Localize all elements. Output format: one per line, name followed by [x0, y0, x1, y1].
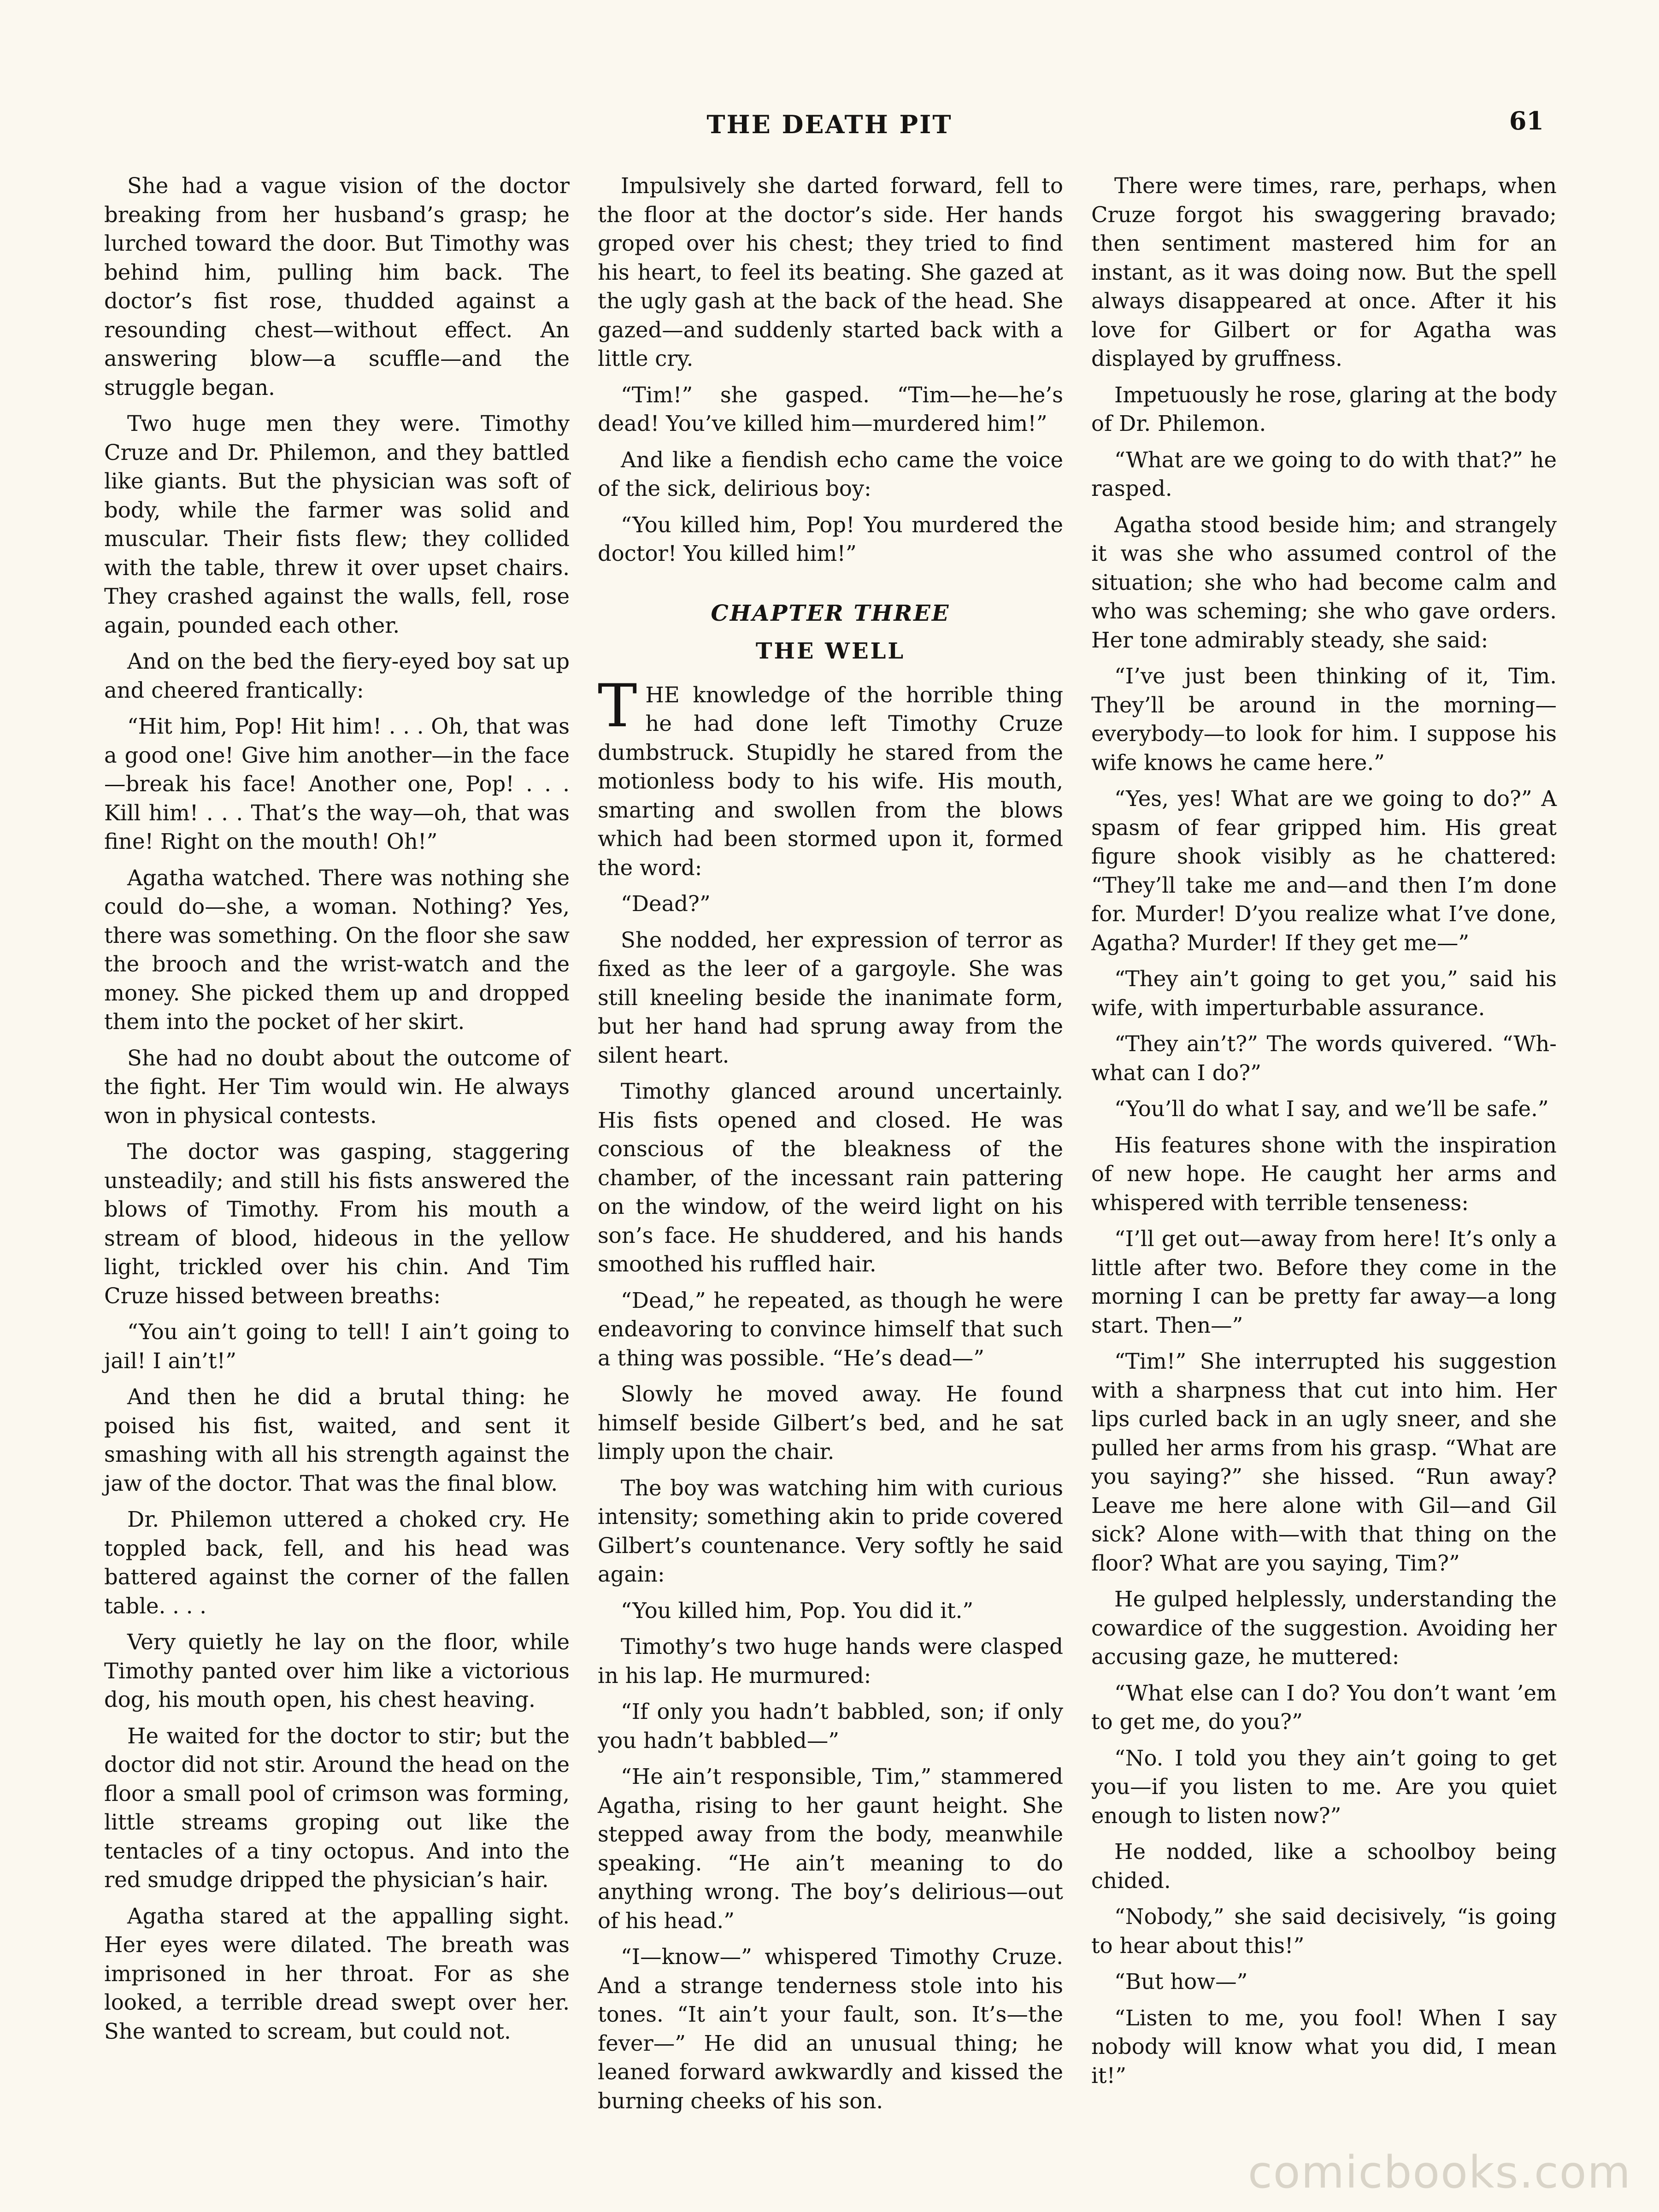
paragraph: “They ain’t going to get you,” said his wife, with imperturbable assurance. [1091, 966, 1557, 1020]
paragraph: “Listen to me, you fool! When I say nobody will know what you did, I mean it!” [1091, 2005, 1557, 2088]
page-header [0, 106, 1659, 147]
paragraph: His features shone with the inspiration of new hope. He caught her arms and whispered with terrible tenseness: [1091, 1132, 1557, 1215]
paragraph: He nodded, like a schoolboy being chided. [1091, 1839, 1557, 1893]
paragraph: “Dead?” [621, 891, 711, 916]
site-watermark: comicbooks.com [1247, 2147, 1631, 2198]
paragraph: And like a fiendish echo came the voice of the sick, delirious boy: [598, 447, 1063, 501]
paragraph: And on the bed the fiery-eyed boy sat up and cheered frantically: [104, 649, 570, 703]
paragraph: “No. I told you they ain’t going to get you—if you listen to me. Are you quiet enough to listen now?” [1091, 1745, 1557, 1828]
running-title: THE DEATH PIT [706, 110, 953, 139]
column-3 [1091, 171, 1557, 2098]
paragraph: Agatha watched. There was nothing she could do—she, a woman. Nothing? Yes, there was something. On the floor she saw the brooch and the wrist-watch and the money. She picked them up and dropped them into the pocket of her skirt. [104, 865, 570, 1034]
paragraph: “They ain’t?” The words quivered. “Wh-what can I do?” [1091, 1031, 1557, 1085]
paragraph: “You killed him, Pop! You murdered the doctor! You killed him!” [598, 512, 1063, 566]
chapter-title: CHAPTER THREE [711, 600, 950, 626]
paragraph: Very quietly he lay on the floor, while Timothy panted over him like a victorious dog, his mouth open, his chest heaving. [104, 1630, 570, 1712]
chapter-opening-paragraph [598, 671, 1063, 882]
paragraph: Timothy glanced around uncertainly. His fists opened and closed. He was conscious of the bleakness of the chamber, of the incessant rain pattering on the window, of the weird light on his son’s face. He shuddered, and his hands smoothed his ruffled hair. [598, 1079, 1063, 1277]
paragraph: “What are we going to do with that?” he rasped. [1091, 447, 1557, 501]
paragraph: Two huge men they were. Timothy Cruze and Dr. Philemon, and they battled like giants. But the physician was soft of body, while the farmer was solid and muscular. Their fists flew; they collided with the table, threw it over upset chairs. They crashed against the walls, fell, rose again, pounded each other. [104, 411, 570, 638]
paragraph: There were times, rare, perhaps, when Cruze forgot his swaggering bravado; then sentiment mastered him for an instant, as it was doing now. But the spell always disappeared at once. After it his love for Gilbert or for Agatha was displayed by gruffness. [1091, 173, 1557, 371]
paragraph: She had no doubt about the outcome of the fight. Her Tim would win. He always won in physical contests. [104, 1045, 570, 1128]
paragraph: “Tim!” She interrupted his suggestion with a sharpness that cut into him. Her lips curled back in an ugly sneer, and she pulled her arms from his grasp. “What are you saying?” she hissed. “Run away? Leave me here alone with Gil—and Gil sick? Alone with—with that thing on the floor? What are you saying, Tim?” [1091, 1349, 1557, 1576]
paragraph: Agatha stood beside him; and strangely it was she who assumed control of the situation; she who had become calm and who was scheming; she who gave orders. Her tone admirably steady, she said: [1091, 512, 1557, 653]
paragraph: She nodded, her expression of terror as fixed as the leer of a gargoyle. She was still kneeling beside the inanimate form, but her hand had sprung away from the silent heart. [598, 927, 1063, 1068]
paragraph: “Nobody,” she said decisively, “is going to hear about this!” [1091, 1904, 1557, 1958]
page-number: 61 [1509, 106, 1544, 135]
column-2-bottom [598, 889, 1063, 2115]
paragraph: Timothy’s two huge hands were clasped in his lap. He murmured: [598, 1634, 1063, 1688]
paragraph: “If only you hadn’t babbled, son; if only you hadn’t babbled—” [598, 1699, 1063, 1753]
paragraph: “Dead,” he repeated, as though he were endeavoring to convince himself that such a thing was possible. “He’s dead—” [598, 1288, 1063, 1371]
paragraph: The boy was watching him with curious intensity; something akin to pride covered Gilbert’s countenance. Very softly he said again: [598, 1475, 1063, 1587]
paragraph: “I’ve just been thinking of it, Tim. They’ll be around in the morning—everybody—to look for him. I suppose his wife knows he came here.” [1091, 664, 1557, 775]
paragraph: “You ain’t going to tell! I ain’t going to jail! I ain’t!” [104, 1319, 570, 1373]
paragraph: “I—know—” whispered Timothy Cruze. And a strange tenderness stole into his tones. “It ain’t your fault, son. It’s—the fever—” He did an unusual thing; he leaned forward awkwardly and kissed the burning cheeks of his son. [598, 1944, 1063, 2113]
paragraph: “Yes, yes! What are we going to do?” A spasm of fear gripped him. His great figure shook visibly as he chattered: “They’ll take me and—and then I’m done for. Murder! D’you realize what I’ve done, Agatha? Murder! If they get me—” [1091, 786, 1557, 955]
paragraph: She had a vague vision of the doctor breaking from her husband’s grasp; he lurched toward the door. But Timothy was behind him, pulling him back. The doctor’s fist rose, thudded against a resounding chest—without effect. An answering blow—a scuffle—and the struggle began. [104, 173, 570, 400]
column-2-top [598, 171, 1063, 568]
paragraph: Impetuously he rose, glaring at the body of Dr. Philemon. [1091, 382, 1557, 436]
paragraph: Agatha stared at the appalling sight. Her eyes were dilated. The breath was imprisoned in her throat. For as she looked, a terrible dread swept over her. She wanted to scream, but could not. [104, 1903, 570, 2044]
paragraph: He waited for the doctor to stir; but the doctor did not stir. Around the head on the floor a small pool of crimson was forming, little streams groping out like the tentacles of a tiny octopus. And into the red smudge dripped the physician’s hair. [104, 1723, 570, 1892]
paragraph: “Tim!” she gasped. “Tim—he—he’s dead! You’ve killed him—murdered him!” [598, 382, 1063, 436]
paragraph: “What else can I do? You don’t want ’em to get me, do you?” [1091, 1680, 1557, 1734]
paragraph: Dr. Philemon uttered a choked cry. He toppled back, fell, and his head was battered against the corner of the fallen table. . . . [104, 1507, 570, 1618]
paragraph: He gulped helplessly, understanding the cowardice of the suggestion. Avoiding her accusing gaze, he muttered: [1091, 1587, 1557, 1669]
text-columns [104, 171, 1557, 2113]
paragraph: “You killed him, Pop. You did it.” [621, 1598, 974, 1623]
paragraph: “He ain’t responsible, Tim,” stammered Agatha, rising to her gaunt height. She stepped away from the body, meanwhile speaking. “He ain’t meaning to do anything wrong. The boy’s delirious—out of his head.” [598, 1764, 1063, 1933]
paragraph: “You’ll do what I say, and we’ll be safe.” [1114, 1096, 1549, 1121]
paragraph: “I’ll get out—away from here! It’s only a little after two. Before they come in the morning I can be pretty far away—a long start. Then—” [1091, 1226, 1557, 1338]
drop-cap: T [598, 671, 637, 741]
paragraph: Impulsively she darted forward, fell to the floor at the doctor’s side. Her hands groped over his chest; they tried to find his heart, to feel its beating. She gazed at the ugly gash at the back of the head. She gazed—and suddenly started back with a little cry. [598, 173, 1063, 371]
paragraph: The doctor was gasping, staggering unsteadily; and still his fists answered the blows of Timothy. From his mouth a stream of blood, hideous in the yellow light, trickled over his chin. And Tim Cruze hissed between breaths: [104, 1139, 570, 1308]
chapter-subtitle: THE WELL [755, 638, 906, 664]
paragraph: And then he did a brutal thing: he poised his fist, waited, and sent it smashing with all his strength against the jaw of the doctor. That was the final blow. [104, 1384, 570, 1496]
paragraph: “But how—” [1114, 1969, 1248, 1994]
paragraph: Slowly he moved away. He found himself beside Gilbert’s bed, and he sat limply upon the chair. [598, 1382, 1063, 1464]
opening-text: HE knowledge of the horrible thing he had done left Timothy Cruze dumbstruck. Stupidly he stared from the motionless body to his wife. His mouth, smarting and swollen from the blows which had been stormed upon it, formed the word: [598, 682, 1063, 880]
paragraph: “Hit him, Pop! Hit him! . . . Oh, that was a good one! Give him another—in the face—break his face! Another one, Pop! . . . Kill him! . . . That’s the way—oh, that was fine! Right on the mouth! Oh!” [104, 714, 570, 854]
column-2 [598, 171, 1063, 2113]
column-1 [104, 171, 570, 2098]
